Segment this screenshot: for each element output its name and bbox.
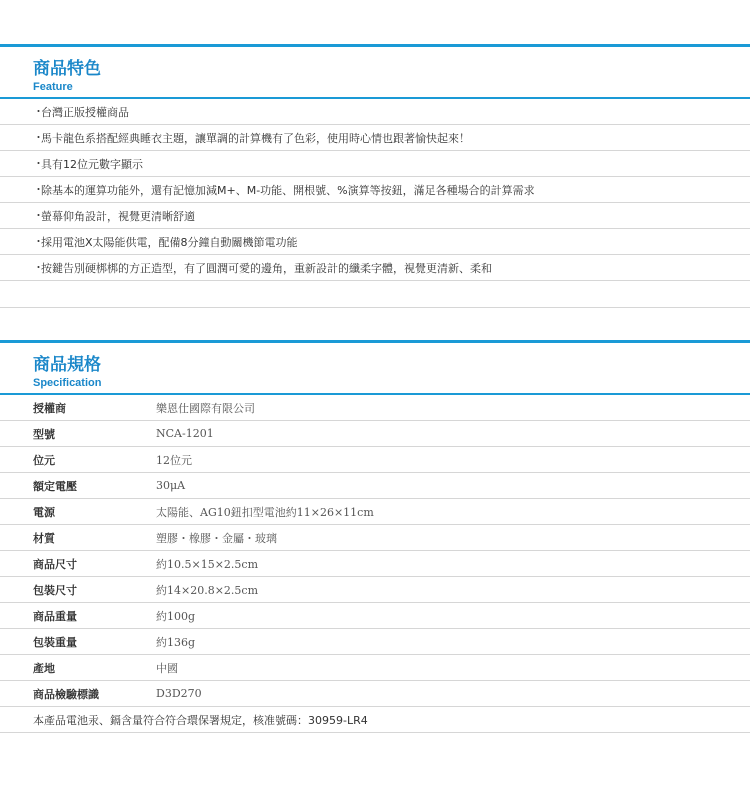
spec-value: 塑膠・橡膠・金屬・玻璃 bbox=[156, 525, 750, 551]
feature-item bbox=[0, 203, 750, 229]
spec-row bbox=[0, 629, 750, 655]
spec-key: 型號 bbox=[0, 421, 156, 447]
feature-list bbox=[0, 99, 750, 308]
feature-item-text: 螢幕仰角設計，視覺更清晰舒適 bbox=[41, 209, 195, 223]
feature-item bbox=[0, 125, 750, 151]
spec-key: 包裝尺寸 bbox=[0, 577, 156, 603]
feature-heading bbox=[0, 47, 750, 94]
spec-table bbox=[0, 395, 750, 707]
feature-item-text: 採用電池X太陽能供電，配備8分鐘自動關機節電功能 bbox=[41, 235, 298, 249]
spec-value: 約14×20.8×2.5cm bbox=[156, 577, 750, 603]
feature-item-text: 台灣正版授權商品 bbox=[41, 105, 129, 119]
spec-key: 商品尺寸 bbox=[0, 551, 156, 577]
spec-value: 約136g bbox=[156, 629, 750, 655]
spec-row bbox=[0, 421, 750, 447]
spec-row bbox=[0, 551, 750, 577]
spec-key: 電源 bbox=[0, 499, 156, 525]
spec-row bbox=[0, 473, 750, 499]
spec-row bbox=[0, 499, 750, 525]
spec-value: D3D270 bbox=[156, 681, 750, 707]
feature-empty-row bbox=[0, 281, 750, 308]
spec-key: 商品檢驗標識 bbox=[0, 681, 156, 707]
feature-item bbox=[0, 255, 750, 281]
bullet-icon: ・ bbox=[33, 157, 44, 170]
spec-key: 產地 bbox=[0, 655, 156, 681]
spec-value: 中國 bbox=[156, 655, 750, 681]
spec-row bbox=[0, 395, 750, 421]
feature-item-text: 按鍵告別硬梆梆的方正造型，有了圓潤可愛的邊角，重新設計的纖柔字體，視覺更清新、柔和 bbox=[41, 261, 492, 275]
feature-item bbox=[0, 99, 750, 125]
feature-section bbox=[0, 44, 750, 308]
feature-item bbox=[0, 177, 750, 203]
bullet-icon: ・ bbox=[33, 131, 44, 144]
spec-value: 約100g bbox=[156, 603, 750, 629]
spec-value: NCA-1201 bbox=[156, 421, 750, 447]
spec-row bbox=[0, 681, 750, 707]
feature-item-text: 馬卡龍色系搭配經典睡衣主題，讓單調的計算機有了色彩，使用時心情也跟著愉快起來！ bbox=[41, 131, 470, 145]
spec-row bbox=[0, 525, 750, 551]
spec-row bbox=[0, 603, 750, 629]
bullet-icon: ・ bbox=[33, 261, 44, 274]
bullet-icon: ・ bbox=[33, 183, 44, 196]
spec-heading bbox=[0, 343, 750, 390]
feature-subtitle: Feature bbox=[33, 81, 73, 93]
spec-row bbox=[0, 655, 750, 681]
bullet-icon: ・ bbox=[33, 235, 44, 248]
feature-item bbox=[0, 229, 750, 255]
spec-subtitle: Specification bbox=[33, 377, 102, 389]
spec-key: 材質 bbox=[0, 525, 156, 551]
spec-value: 樂恩仕國際有限公司 bbox=[156, 395, 750, 421]
feature-item-text: 具有12位元數字顯示 bbox=[41, 157, 143, 171]
spec-key: 額定電壓 bbox=[0, 473, 156, 499]
spec-row bbox=[0, 447, 750, 473]
spec-key: 位元 bbox=[0, 447, 156, 473]
bullet-icon: ・ bbox=[33, 209, 44, 222]
feature-item-text: 除基本的運算功能外，還有記憶加減M+、M-功能、開根號、%演算等按鈕，滿足各種場合的計算需求 bbox=[41, 183, 535, 197]
feature-title: 商品特色 bbox=[33, 59, 101, 79]
spec-row bbox=[0, 577, 750, 603]
spec-key: 包裝重量 bbox=[0, 629, 156, 655]
spec-value: 30μA bbox=[156, 473, 750, 499]
spec-title: 商品規格 bbox=[33, 355, 101, 375]
spec-key: 授權商 bbox=[0, 395, 156, 421]
spec-note: 本產品電池汞、鎘含量符合符合環保署規定，核准號碼：30959-LR4 bbox=[0, 707, 750, 733]
spec-key: 商品重量 bbox=[0, 603, 156, 629]
spec-value: 12位元 bbox=[156, 447, 750, 473]
spec-section bbox=[0, 340, 750, 733]
spec-value: 太陽能、AG10鈕扣型電池約11×26×11cm bbox=[156, 499, 750, 525]
feature-item bbox=[0, 151, 750, 177]
spec-value: 約10.5×15×2.5cm bbox=[156, 551, 750, 577]
bullet-icon: ・ bbox=[33, 105, 44, 118]
